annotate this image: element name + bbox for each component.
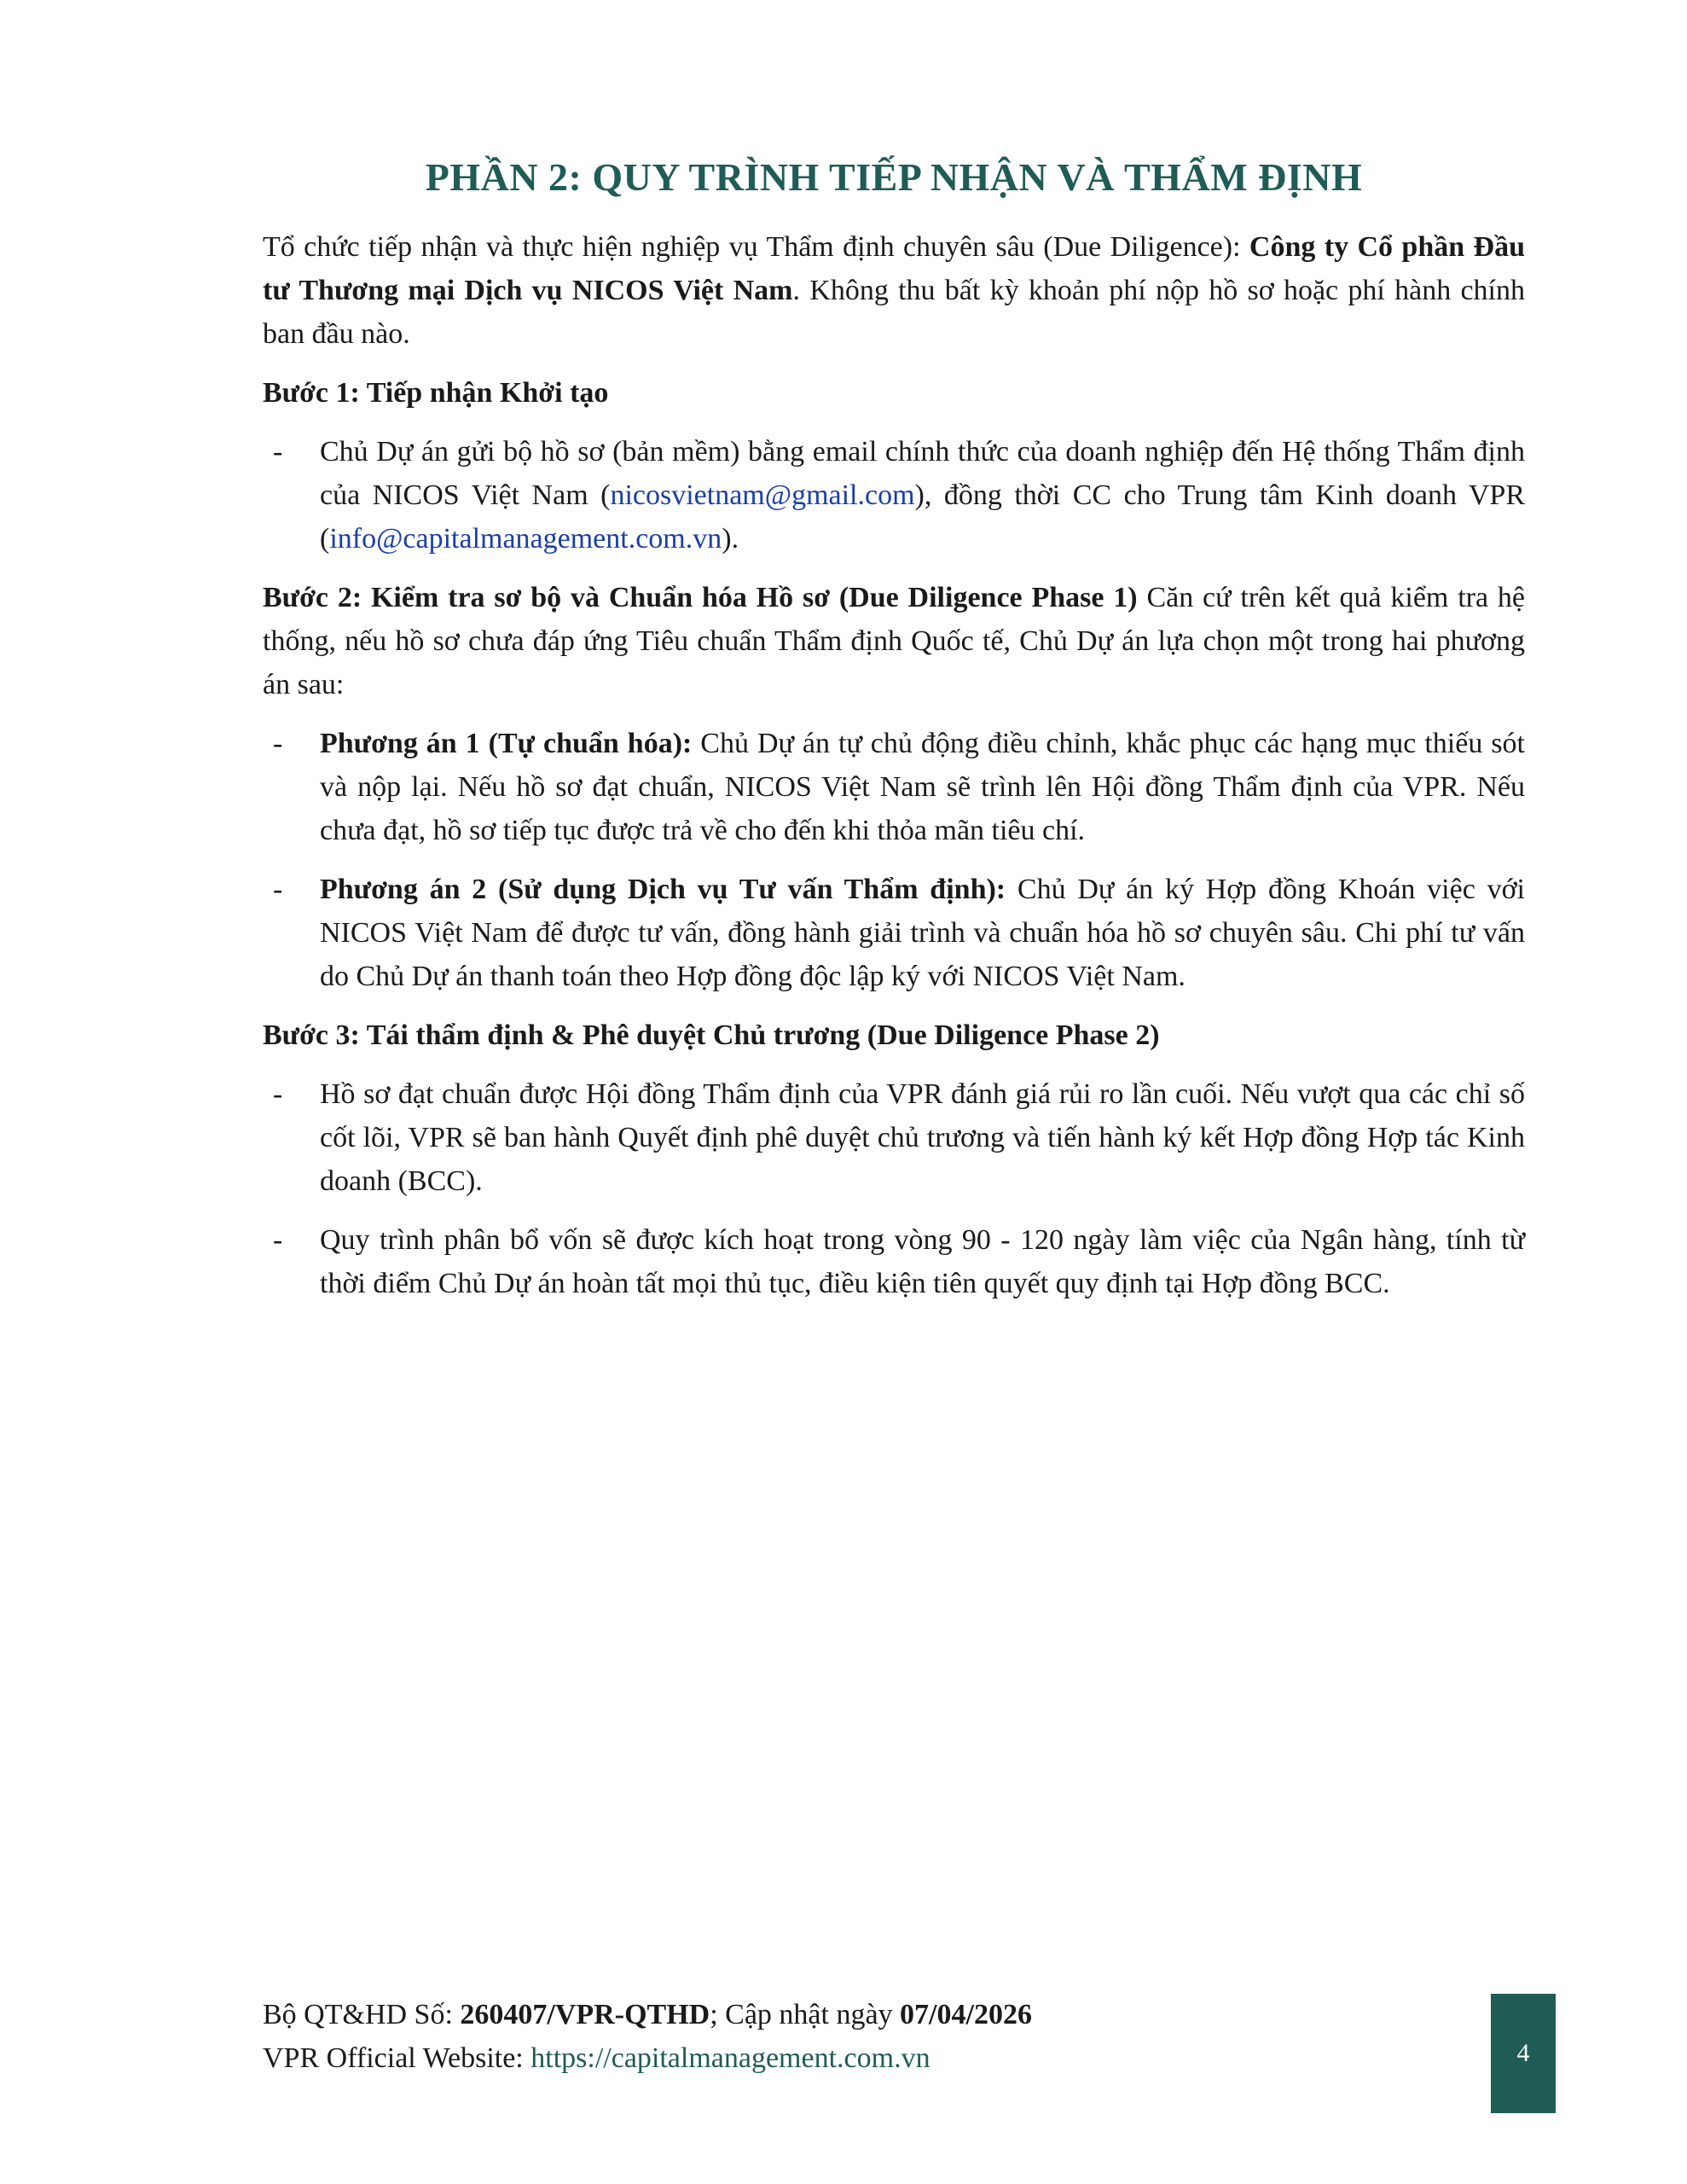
option1-label: Phương án 1 (Tự chuẩn hóa): xyxy=(320,728,693,759)
step2-paragraph xyxy=(263,576,1525,706)
footer-doc-number: 260407/VPR-QTHD xyxy=(460,1999,710,2030)
bullet-dash: - xyxy=(273,1224,283,1256)
footer-update-date: 07/04/2026 xyxy=(900,1999,1032,2030)
document-page xyxy=(263,143,1525,1321)
step1-bullet-text-3: ). xyxy=(722,523,739,555)
step2-text: Căn cứ trên kết quả kiểm tra hệ thống, nếu hồ sơ chưa đáp ứng Tiêu chuẩn Thẩm định Quốc tế, Chủ Dự án lựa chọn một trong hai phương án sau: xyxy=(263,582,1525,700)
page-footer xyxy=(263,1993,1032,2080)
option1-text: Chủ Dự án tự chủ động điều chỉnh, khắc phục các hạng mục thiếu sót và nộp lại. Nếu hồ sơ đạt chuẩn, NICOS Việt Nam sẽ trình lên Hội đồng Thẩm định của VPR. Nếu chưa đạt, hồ sơ tiếp tục được trả về cho đến khi thỏa mãn tiêu chí. xyxy=(320,728,1525,846)
bullet-dash: - xyxy=(273,436,283,468)
intro-text: Tổ chức tiếp nhận và thực hiện nghiệp vụ Thẩm định chuyên sâu (Due Diligence): xyxy=(263,231,1249,263)
bullet-dash: - xyxy=(273,1078,283,1110)
footer-doc-line xyxy=(263,1993,1032,2036)
intro-paragraph xyxy=(263,225,1525,356)
nicos-email-link[interactable]: nicosvietnam@gmail.com xyxy=(610,479,915,511)
section-title: PHẦN 2: QUY TRÌNH TIẾP NHẬN VÀ THẨM ĐỊNH xyxy=(425,155,1363,199)
step2-option1 xyxy=(263,722,1525,852)
bullet-dash: - xyxy=(273,874,283,905)
option2-text: Chủ Dự án ký Hợp đồng Khoán việc với NICOS Việt Nam để được tư vấn, đồng hành giải trình và chuẩn hóa hồ sơ chuyên sâu. Chi phí tư vấn do Chủ Dự án thanh toán theo Hợp đồng độc lập ký với NICOS Việt Nam. xyxy=(320,874,1525,992)
step2-option2 xyxy=(263,868,1525,998)
step1-bullet-text: Chủ Dự án gửi bộ hồ sơ (bản mềm) bằng email chính thức của doanh nghiệp đến Hệ thống Thẩm định của NICOS Việt Nam ( xyxy=(320,436,1525,511)
step3-title: Bước 3: Tái thẩm định & Phê duyệt Chủ trương (Due Diligence Phase 2) xyxy=(263,1019,1160,1051)
step3-bullet1 xyxy=(263,1072,1525,1203)
footer-website-link[interactable]: https://capitalmanagement.com.vn xyxy=(530,2042,930,2074)
footer-update-prefix: ; Cập nhật ngày xyxy=(710,1999,901,2030)
step1-bullet-text-2: ), đồng thời CC cho Trung tâm Kinh doanh VPR ( xyxy=(320,479,1525,555)
step1-title: Bước 1: Tiếp nhận Khởi tạo xyxy=(263,377,609,409)
step2-title: Bước 2: Kiểm tra sơ bộ và Chuẩn hóa Hồ sơ (Due Diligence Phase 1) xyxy=(263,582,1138,613)
page-number-badge xyxy=(1491,1994,1556,2113)
step3-bullet2 xyxy=(263,1218,1525,1305)
intro-text-end: . Không thu bất kỳ khoản phí nộp hồ sơ hoặc phí hành chính ban đầu nào. xyxy=(263,275,1526,350)
footer-website-line xyxy=(263,2036,1032,2080)
page-number: 4 xyxy=(1516,2039,1530,2067)
step1-bullet xyxy=(263,430,1525,561)
company-name: Công ty Cổ phần Đầu tư Thương mại Dịch vụ NICOS Việt Nam xyxy=(263,231,1525,306)
footer-doc-prefix: Bộ QT&HD Số: xyxy=(263,1999,461,2030)
footer-website-label: VPR Official Website: xyxy=(263,2042,531,2074)
vpr-email-link[interactable]: info@capitalmanagement.com.vn xyxy=(329,523,722,555)
option2-label: Phương án 2 (Sử dụng Dịch vụ Tư vấn Thẩm định): xyxy=(320,874,1006,905)
step3-bullet1-text: Hồ sơ đạt chuẩn được Hội đồng Thẩm định của VPR đánh giá rủi ro lần cuối. Nếu vượt qua các chỉ số cốt lõi, VPR sẽ ban hành Quyết định phê duyệt chủ trương và tiến hành ký kết Hợp đồng Hợp tác Kinh doanh (BCC). xyxy=(320,1078,1525,1197)
step3-bullet2-text: Quy trình phân bổ vốn sẽ được kích hoạt trong vòng 90 - 120 ngày làm việc của Ngân hàng, tính từ thời điểm Chủ Dự án hoàn tất mọi thủ tục, điều kiện tiên quyết quy định tại Hợp đồng BCC. xyxy=(320,1224,1525,1299)
bullet-dash: - xyxy=(273,728,283,759)
